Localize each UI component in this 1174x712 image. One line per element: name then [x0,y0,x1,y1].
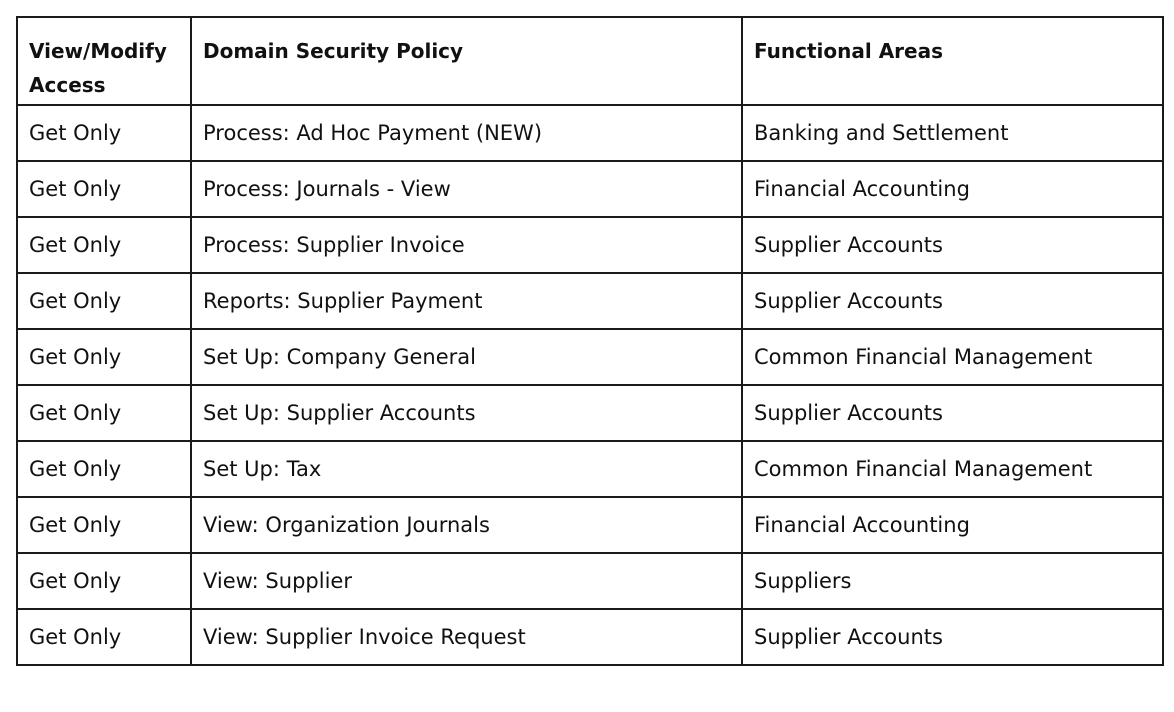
security-policy-table [16,16,1164,666]
table-row [17,273,1163,329]
cell-policy: View: Supplier Invoice Request [191,609,742,665]
cell-policy: Reports: Supplier Payment [191,273,742,329]
cell-policy: Process: Supplier Invoice [191,217,742,273]
table-row [17,105,1163,161]
cell-area: Supplier Accounts [742,273,1163,329]
cell-area: Supplier Accounts [742,609,1163,665]
cell-access: Get Only [17,553,191,609]
cell-access: Get Only [17,217,191,273]
cell-area: Suppliers [742,553,1163,609]
header-row [17,17,1163,105]
cell-policy: Process: Ad Hoc Payment (NEW) [191,105,742,161]
cell-area: Common Financial Management [742,329,1163,385]
cell-area: Common Financial Management [742,441,1163,497]
cell-area: Financial Accounting [742,161,1163,217]
cell-access: Get Only [17,497,191,553]
cell-policy: Set Up: Tax [191,441,742,497]
cell-area: Financial Accounting [742,497,1163,553]
table-row [17,329,1163,385]
cell-area: Supplier Accounts [742,217,1163,273]
cell-policy: Set Up: Supplier Accounts [191,385,742,441]
header-domain-security-policy: Domain Security Policy [191,17,742,105]
cell-access: Get Only [17,385,191,441]
header-functional-areas: Functional Areas [742,17,1163,105]
table-row [17,609,1163,665]
cell-access: Get Only [17,161,191,217]
header-view-modify-access: View/Modify Access [17,17,191,105]
cell-policy: Set Up: Company General [191,329,742,385]
table-row [17,161,1163,217]
table-row [17,553,1163,609]
cell-access: Get Only [17,329,191,385]
cell-access: Get Only [17,273,191,329]
table-body [17,105,1163,665]
table-header [17,17,1163,105]
table-row [17,385,1163,441]
cell-access: Get Only [17,441,191,497]
cell-policy: View: Organization Journals [191,497,742,553]
cell-policy: View: Supplier [191,553,742,609]
table-row [17,217,1163,273]
cell-access: Get Only [17,105,191,161]
cell-area: Supplier Accounts [742,385,1163,441]
table-row [17,497,1163,553]
cell-area: Banking and Settlement [742,105,1163,161]
cell-policy: Process: Journals - View [191,161,742,217]
cell-access: Get Only [17,609,191,665]
table-row [17,441,1163,497]
